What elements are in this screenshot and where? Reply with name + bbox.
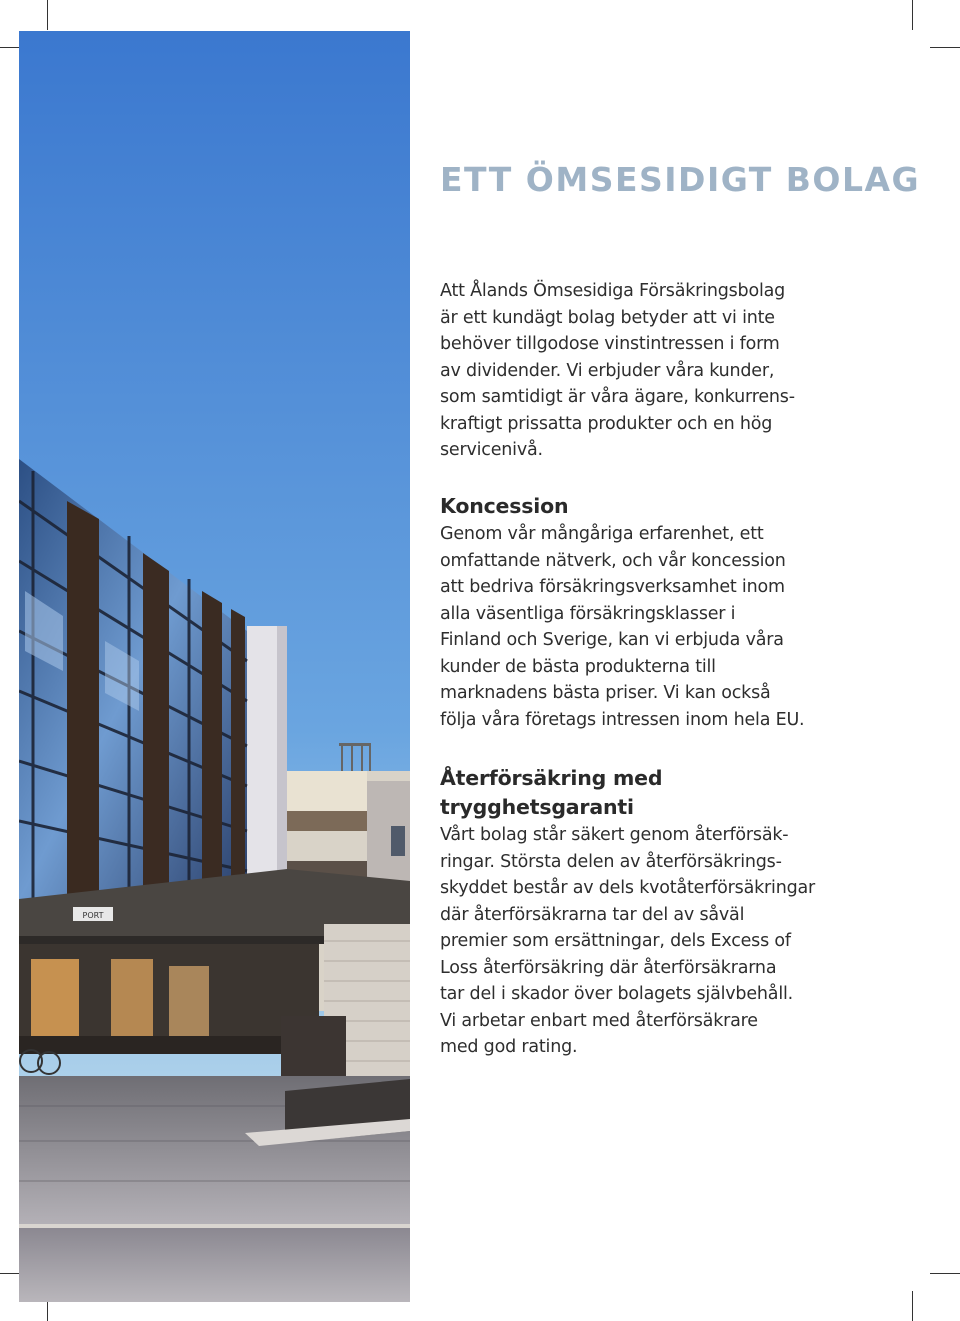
section-body [440,521,805,733]
section-body-line: skyddet består av dels kvotåterförsäkringar [440,878,816,898]
section-aterforsakring [440,764,816,1061]
section-heading-line: trygghetsgaranti [440,795,634,819]
section-body-line: Finland och Sverige, kan vi erbjuda våra [440,630,784,650]
section-body-line: marknadens bästa priser. Vi kan också [440,683,771,703]
crop-mark [930,1273,960,1274]
page-title: ETT ÖMSESIDIGT BOLAG [440,160,921,199]
intro-line: som samtidigt är våra ägare, konkurrens- [440,387,795,407]
section-body-line: Genom vår mångåriga erfarenhet, ett [440,524,764,544]
intro-line: av dividender. Vi erbjuder våra kunder, [440,360,775,381]
section-heading-line: Koncession [440,494,569,518]
intro-line: behöver tillgodose vinstintressen i form [440,334,780,354]
crop-mark [912,0,913,30]
section-body-line: Loss återförsäkring där återförsäkrarna [440,957,777,978]
intro-text [440,278,795,464]
intro-line: Att Ålands Ömsesidiga Försäkringsbolag [440,281,786,301]
section-heading [440,492,785,521]
section-heading-line: Återförsäkring med [440,766,663,790]
section-body-line: premier som ersättningar, dels Excess of [440,931,791,951]
section-body-line: ringar. Största delen av återförsäkrings- [440,851,782,872]
intro-line: kraftigt prissatta produkter och en hög [440,413,773,434]
section-body-line: där återförsäkrarna tar del av såväl [440,904,745,925]
section-body-line: tar del i skador över bolagets självbehåll. [440,984,794,1004]
section-body-line: med god rating. [440,1037,578,1057]
section-body-line: att bedriva försäkringsverksamhet inom [440,577,785,597]
intro-paragraph [440,278,795,464]
section-body-line: Vi arbetar enbart med återförsäkrare [440,1010,758,1031]
section-body-line: kunder de bästa produkterna till [440,656,716,677]
section-body-line: omfattande nätverk, och vår koncession [440,550,786,571]
crop-mark [47,0,48,30]
intro-line: servicenivå. [440,440,543,460]
section-body-line: följa våra företags intressen inom hela EU. [440,709,805,730]
crop-mark [912,1291,913,1321]
section-koncession [440,492,805,733]
section-heading [440,764,785,822]
section-body [440,822,816,1061]
building-photo [19,31,410,1302]
crop-mark [930,47,960,48]
section-body-line: Vårt bolag står säkert genom återförsäk- [440,825,789,845]
section-body-line: alla väsentliga försäkringsklasser i [440,603,736,624]
intro-line: är ett kundägt bolag betyder att vi inte [440,307,775,328]
photo-sign: PORT [82,911,104,920]
